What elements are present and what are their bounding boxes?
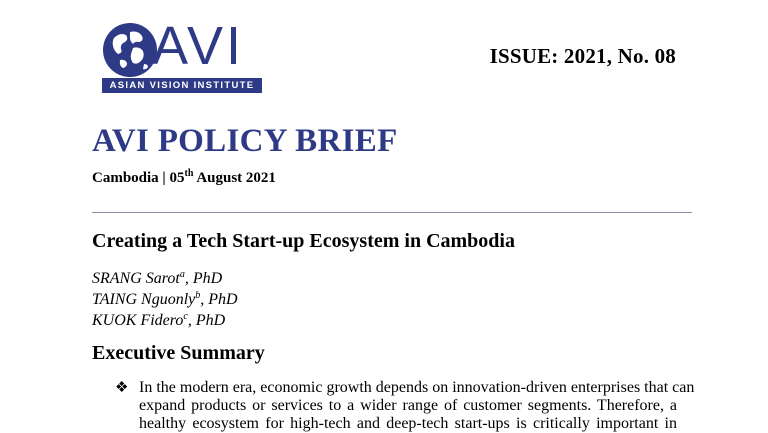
avi-logo — [100, 16, 266, 96]
author-entry: SRANG Sarot$^a$, PhD — [92, 269, 223, 287]
executive-summary-heading: Executive Summary — [92, 342, 265, 364]
issue-number: ISSUE: 2021, No. 08 — [489, 44, 676, 68]
logo-wordmark: AVI — [152, 16, 245, 76]
author-entry: KUOK Fidero$^c$, PhD — [92, 311, 226, 329]
paragraph-line: expand products or services to a wider range of customer segments. Therefore, a — [139, 397, 677, 414]
author-list — [92, 268, 238, 331]
paragraph-line: In the modern era, economic growth depends on innovation-driven enterprises that can — [139, 379, 695, 396]
header-divider — [92, 212, 692, 213]
date-place: Cambodia | 05 — [92, 170, 185, 186]
bullet-diamond-icon: ❖ — [115, 380, 129, 396]
date-day-suffix: th — [184, 168, 194, 179]
brief-title: AVI POLICY BRIEF — [92, 123, 398, 159]
paragraph-line: healthy ecosystem for high-tech and deep-tech start-ups is critically important in — [139, 415, 677, 432]
logo-tagline: ASIAN VISION INSTITUTE — [102, 78, 262, 93]
summary-paragraph — [139, 379, 695, 433]
date-line — [92, 170, 276, 187]
document-title: Creating a Tech Start-up Ecosystem in Cambodia — [92, 230, 515, 252]
date-month-year: August 2021 — [193, 170, 276, 186]
globe-icon — [103, 23, 157, 77]
author-entry: TAING Nguonly$^b$, PhD — [92, 290, 238, 308]
